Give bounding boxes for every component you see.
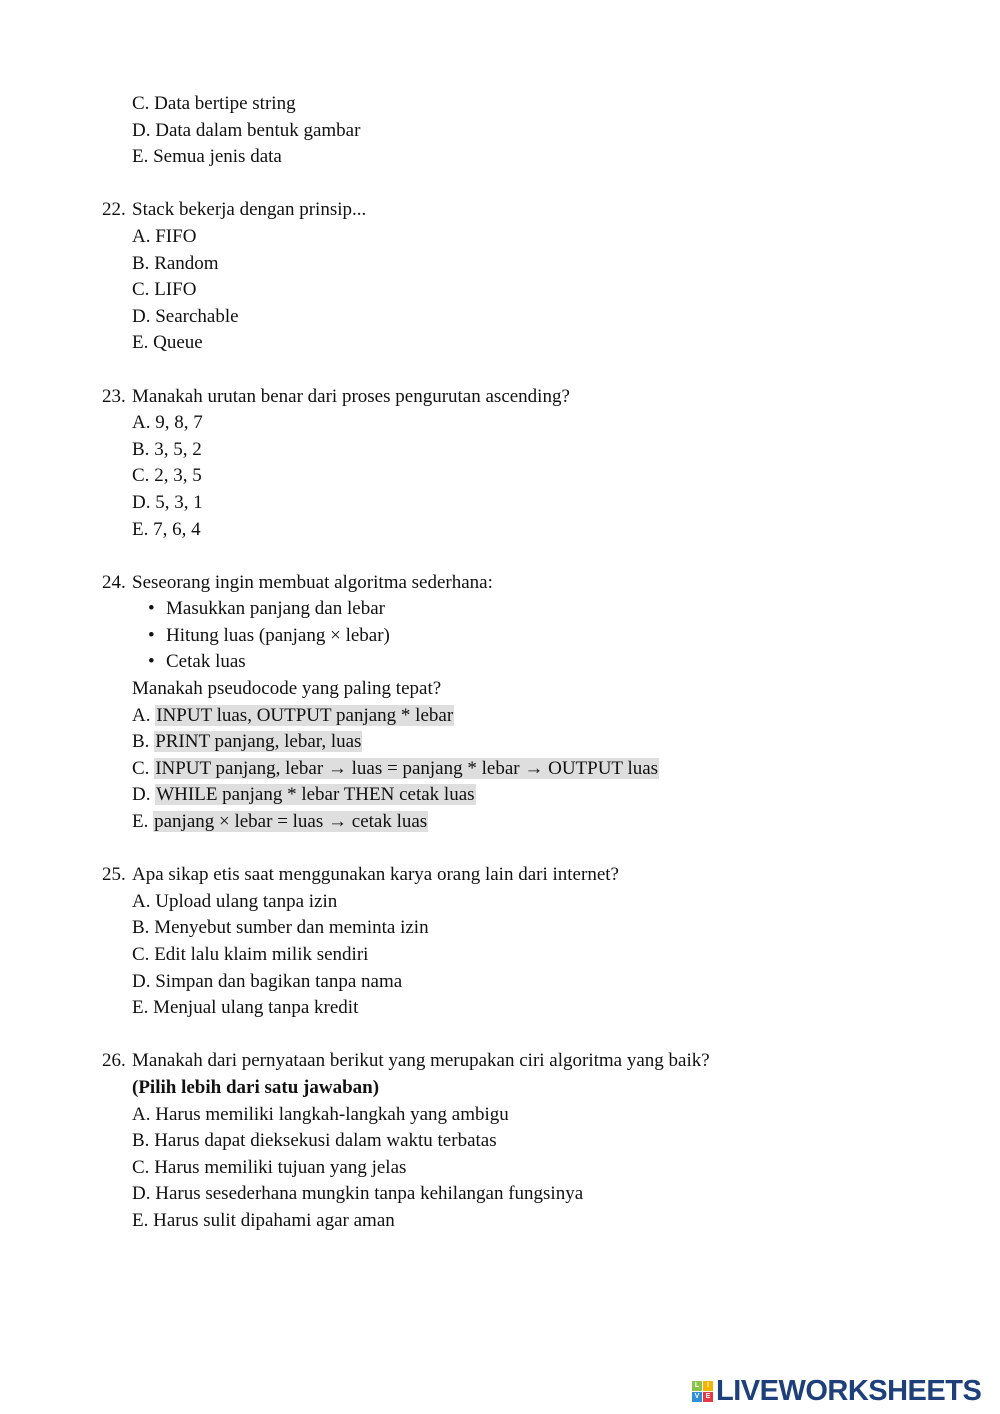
option-c[interactable] xyxy=(132,756,659,783)
text-line xyxy=(0,251,1000,278)
option-b[interactable] xyxy=(132,729,362,756)
spacer xyxy=(0,1022,1000,1049)
option-text: Queue xyxy=(153,332,203,354)
logo-tile: I xyxy=(703,1381,713,1391)
option-c[interactable] xyxy=(132,1155,406,1182)
option-letter: E. xyxy=(132,1209,149,1231)
text-line xyxy=(0,277,1000,304)
option-letter: D. xyxy=(132,491,151,513)
option-d[interactable] xyxy=(132,969,402,996)
spacer xyxy=(0,171,1000,198)
question-note: (Pilih lebih dari satu jawaban) xyxy=(132,1076,380,1098)
text-line xyxy=(0,649,1000,676)
option-letter: E. xyxy=(132,997,149,1019)
option-letter: B. xyxy=(132,438,150,460)
option-e[interactable] xyxy=(132,330,203,357)
option-letter: E. xyxy=(132,518,149,540)
question-number: 26. xyxy=(102,1050,126,1072)
option-text: D. Data dalam bentuk gambar xyxy=(132,119,361,141)
option-letter: B. xyxy=(132,731,150,753)
option-text: Random xyxy=(154,252,219,274)
option-letter: D. xyxy=(132,1183,151,1205)
text-line xyxy=(0,118,1000,145)
logo-tile: L xyxy=(692,1381,702,1391)
question-text: Stack bekerja dengan prinsip... xyxy=(132,199,367,221)
option-text: Harus sesederhana mungkin tanpa kehilangan fungsinya xyxy=(155,1183,584,1205)
option-text: Simpan dan bagikan tanpa nama xyxy=(155,970,403,992)
option-a[interactable] xyxy=(132,703,454,730)
text-line xyxy=(0,384,1000,411)
logo-tile: E xyxy=(703,1392,713,1402)
text-line xyxy=(0,703,1000,730)
text-line xyxy=(0,1102,1000,1129)
option-letter: A. xyxy=(132,890,151,912)
option-text: Searchable xyxy=(155,305,239,327)
option-c[interactable] xyxy=(132,942,368,969)
spacer xyxy=(0,357,1000,384)
question-subtext: Manakah pseudocode yang paling tepat? xyxy=(132,678,442,700)
text-line xyxy=(0,463,1000,490)
text-line xyxy=(0,995,1000,1022)
bullet-text: Masukkan panjang dan lebar xyxy=(166,598,385,620)
question-text: Manakah urutan benar dari proses pengurutan ascending? xyxy=(132,385,570,407)
option-text: LIFO xyxy=(154,279,197,301)
text-line xyxy=(0,1128,1000,1155)
option-letter: B. xyxy=(132,917,150,939)
option-letter: B. xyxy=(132,252,150,274)
option-text: Harus sulit dipahami agar aman xyxy=(153,1209,395,1231)
question-text: Apa sikap etis saat menggunakan karya orang lain dari internet? xyxy=(132,864,619,886)
option-d[interactable] xyxy=(132,304,239,331)
bullet-text: Cetak luas xyxy=(166,651,246,673)
option-letter: C. xyxy=(132,279,150,301)
text-line xyxy=(0,596,1000,623)
question-number: 25. xyxy=(102,864,126,886)
option-a[interactable] xyxy=(132,224,196,251)
option-letter: D. xyxy=(132,305,151,327)
liveworksheets-logo xyxy=(692,1375,981,1408)
option-text: 7, 6, 4 xyxy=(153,518,201,540)
text-line xyxy=(0,942,1000,969)
question-number: 23. xyxy=(102,385,126,407)
text-line xyxy=(0,490,1000,517)
spacer xyxy=(0,836,1000,863)
bullet-icon: • xyxy=(148,651,155,673)
option-b[interactable] xyxy=(132,1128,497,1155)
option-text: 2, 3, 5 xyxy=(154,465,202,487)
option-text: Menyebut sumber dan meminta izin xyxy=(154,917,429,939)
option-e[interactable] xyxy=(132,1208,395,1235)
option-text: Menjual ulang tanpa kredit xyxy=(153,997,359,1019)
option-a[interactable] xyxy=(132,889,337,916)
option-text: Upload ulang tanpa izin xyxy=(155,890,338,912)
text-line xyxy=(0,729,1000,756)
text-line xyxy=(0,330,1000,357)
option-text: Harus memiliki tujuan yang jelas xyxy=(154,1156,407,1178)
text-line xyxy=(0,915,1000,942)
option-e[interactable] xyxy=(132,517,201,544)
option-text: PRINT panjang, lebar, luas xyxy=(155,731,362,753)
option-d[interactable] xyxy=(132,1181,583,1208)
option-letter: A. xyxy=(132,412,151,434)
question-text: Seseorang ingin membuat algoritma sederhana: xyxy=(132,571,493,593)
text-line xyxy=(0,410,1000,437)
text-line xyxy=(0,676,1000,703)
text-line xyxy=(0,437,1000,464)
option-text: INPUT panjang, lebar → luas = panjang * lebar → OUTPUT luas xyxy=(155,757,659,779)
option-letter: B. xyxy=(132,1130,150,1152)
option-letter: A. xyxy=(132,1103,151,1125)
option-d[interactable] xyxy=(132,782,476,809)
text-line xyxy=(0,1155,1000,1182)
bullet-icon: • xyxy=(148,598,155,620)
logo-tiles-icon xyxy=(692,1381,713,1402)
worksheet-content xyxy=(0,91,1000,1235)
text-line xyxy=(0,197,1000,224)
text-line xyxy=(0,304,1000,331)
option-text: C. Data bertipe string xyxy=(132,93,296,114)
option-b[interactable] xyxy=(132,437,202,464)
option-text: WHILE panjang * lebar THEN cetak luas xyxy=(156,784,475,806)
bullet-icon: • xyxy=(148,624,155,646)
option-text: Edit lalu klaim milik sendiri xyxy=(154,944,369,965)
option-text: INPUT luas, OUTPUT panjang * lebar xyxy=(156,704,454,726)
text-line xyxy=(0,756,1000,783)
text-line xyxy=(0,144,1000,171)
text-line xyxy=(0,782,1000,809)
option-text: FIFO xyxy=(155,225,197,247)
option-letter: E. xyxy=(132,332,149,354)
spacer xyxy=(0,543,1000,570)
option-letter: C. xyxy=(132,1156,150,1178)
text-line xyxy=(0,517,1000,544)
logo-tile: V xyxy=(692,1392,702,1402)
option-c[interactable] xyxy=(132,277,196,304)
option-b[interactable] xyxy=(132,251,219,278)
option-text: 5, 3, 1 xyxy=(155,491,203,513)
text-line xyxy=(0,809,1000,836)
option-letter: D. xyxy=(132,784,151,806)
text-line xyxy=(0,224,1000,251)
question-text: Manakah dari pernyataan berikut yang merupakan ciri algoritma yang baik? xyxy=(132,1050,710,1072)
option-b[interactable] xyxy=(132,915,429,942)
option-text: 3, 5, 2 xyxy=(154,438,202,460)
question-number: 22. xyxy=(102,199,126,221)
option-text: Harus dapat dieksekusi dalam waktu terbatas xyxy=(154,1130,497,1152)
option-text: panjang × lebar = luas → cetak luas xyxy=(154,811,428,833)
option-c[interactable] xyxy=(132,463,202,490)
option-letter: A. xyxy=(132,225,151,247)
option-text: 9, 8, 7 xyxy=(155,412,203,434)
option-a[interactable] xyxy=(132,1102,509,1129)
text-line xyxy=(0,1048,1000,1075)
option-letter: E. xyxy=(132,811,149,833)
text-line xyxy=(0,91,1000,118)
option-letter: C. xyxy=(132,944,150,965)
text-line xyxy=(0,623,1000,650)
text-line xyxy=(0,570,1000,597)
option-text: Harus memiliki langkah-langkah yang ambigu xyxy=(155,1103,509,1125)
option-e[interactable] xyxy=(132,995,358,1022)
option-letter: C. xyxy=(132,757,150,779)
question-number: 24. xyxy=(102,571,126,593)
option-letter: C. xyxy=(132,465,150,487)
option-e[interactable] xyxy=(132,809,428,836)
option-d[interactable] xyxy=(132,490,203,517)
option-letter: A. xyxy=(132,704,151,726)
bullet-text: Hitung luas (panjang × lebar) xyxy=(166,624,390,646)
option-letter: D. xyxy=(132,970,151,992)
logo-text: LIVEWORKSHEETS xyxy=(716,1375,982,1407)
text-line xyxy=(0,1075,1000,1102)
text-line xyxy=(0,1181,1000,1208)
option-text: E. Semua jenis data xyxy=(132,146,282,168)
text-line xyxy=(0,889,1000,916)
text-line xyxy=(0,862,1000,889)
text-line xyxy=(0,969,1000,996)
text-line xyxy=(0,1208,1000,1235)
option-a[interactable] xyxy=(132,410,203,437)
